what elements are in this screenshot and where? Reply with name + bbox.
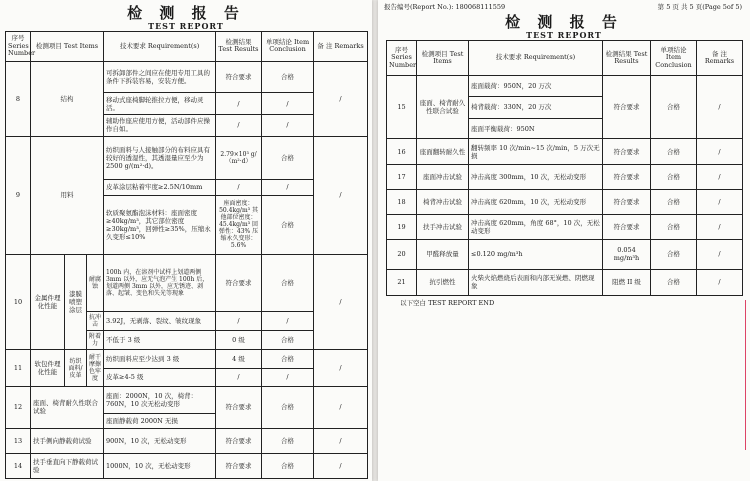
result: 符合要求: [216, 386, 262, 428]
conclusion: 合格: [262, 386, 314, 428]
conclusion: 合格: [262, 350, 314, 368]
requirement: 座面静载荷 2000N 无损: [104, 414, 216, 429]
requirement: 火柴火焰燃烧后表面和内部无炭燃、阴燃现象: [469, 269, 603, 295]
result: 4 级: [216, 350, 262, 368]
table-row: [6, 453, 368, 478]
header-conclusion: 单项结论 Item Conclusion: [651, 41, 697, 76]
item-name: 座面翻转耐久性: [417, 139, 469, 164]
conclusion: /: [262, 368, 314, 386]
requirement: 纺织面料与人接触部分的布料应具有较好的透湿性，其透湿量应至少为 2500 g/(m²·d)。: [104, 136, 216, 179]
result: 0 级: [216, 331, 262, 350]
item-name: 结构: [31, 61, 104, 136]
result: 座面密度：50.4kg/m³ 其他部位密度：45.4kg/m³ 回弹性：43% 压缩永久变形：5.6%: [216, 195, 262, 254]
table-row: [6, 386, 368, 413]
report-end-note: 以下空白 TEST REPORT END: [400, 299, 495, 307]
row-number: 12: [6, 386, 31, 428]
result: 符合要求: [216, 453, 262, 478]
conclusion: /: [262, 179, 314, 195]
header-remarks: 备 注 Remarks: [314, 32, 368, 62]
conclusion: 合格: [651, 214, 697, 239]
conclusion: 合格: [262, 136, 314, 179]
row-number: 8: [6, 61, 31, 136]
report-title: 检 测 报 告: [505, 13, 623, 31]
conclusion: 合格: [262, 428, 314, 453]
conclusion: 合格: [262, 254, 314, 311]
item-name: 抗引燃性: [417, 269, 469, 295]
remarks: /: [314, 61, 368, 136]
requirement: 软质聚氨酯泡沫材料：座面密度≥40kg/m³，其它部位密度≥30kg/m³，回弹性≥35%，压缩永久变形≤10%: [104, 195, 216, 254]
item-name: 座面、椅背耐久性联合试验: [31, 386, 104, 428]
requirement: 纺织面料应至少达到 3 级: [104, 350, 216, 368]
row-number: 14: [6, 453, 31, 478]
result: /: [216, 179, 262, 195]
header-seq: 序号 Series Number: [387, 41, 417, 76]
requirement: 冲击高度 620mm，角度 68°，10 次，无松动变形: [469, 214, 603, 239]
requirement: 900N，10 次，无松动变形: [104, 428, 216, 453]
conclusion: 合格: [262, 453, 314, 478]
table-row: [6, 350, 368, 368]
item-name: 座面冲击试验: [417, 164, 469, 189]
right-test-table: [386, 40, 743, 296]
result: 符合要求: [216, 61, 262, 93]
requirement: 冲击高度 620mm，10 次，无松动变形: [469, 189, 603, 214]
result: /: [216, 93, 262, 115]
header-req: 技术要求 Requirement(s): [469, 41, 603, 76]
result: 符合要求: [603, 164, 651, 189]
remarks: /: [697, 164, 743, 189]
result: /: [216, 115, 262, 137]
sub-item-label: 抗冲击: [87, 311, 104, 330]
sub-item-label: 耐腐蚀: [87, 254, 104, 311]
table-row: [6, 61, 368, 93]
requirement: 移动式座椅脚轮推拉方便，移动灵活。: [104, 93, 216, 115]
sub-item-label: 耐干摩擦色牢度: [87, 350, 104, 386]
result: 符合要求: [603, 189, 651, 214]
report-title: 检 测 报 告: [127, 4, 245, 22]
conclusion: 合格: [651, 240, 697, 270]
remarks: /: [697, 240, 743, 270]
result: 符合要求: [216, 428, 262, 453]
conclusion: 合格: [651, 164, 697, 189]
remarks: /: [314, 254, 368, 350]
requirement: 辅助作座应使用方便，活动部件应操作自如。: [104, 115, 216, 137]
requirement: 皮革涂层粘着牢度≥2.5N/10mm: [104, 179, 216, 195]
item-name: 金属件理化性能: [31, 254, 65, 350]
item-name: 扶手冲击试验: [417, 214, 469, 239]
report-subtitle: TEST REPORT: [148, 21, 224, 31]
requirement: 3.92J，无剥落、裂纹、皱纹现象: [104, 311, 216, 330]
remarks: /: [697, 269, 743, 295]
conclusion: /: [262, 115, 314, 137]
result: 符合要求: [603, 76, 651, 139]
item-name: 甲醛释放量: [417, 240, 469, 270]
conclusion: /: [262, 311, 314, 330]
requirement: 翻转频率 10 次/min~15 次/min，5 万次无损: [469, 139, 603, 164]
requirement: 冲击高度 300mm，10 次，无松动变形: [469, 164, 603, 189]
result: /: [216, 368, 262, 386]
row-number: 11: [6, 350, 31, 386]
conclusion: 合格: [651, 269, 697, 295]
report-page-left: [0, 0, 372, 481]
page-number: 第 5 页 共 5 页(Page 5of 5): [657, 3, 742, 11]
table-header-row: [387, 41, 743, 76]
header-conclusion: 单项结论 Item Conclusion: [262, 32, 314, 62]
row-number: 9: [6, 136, 31, 254]
requirement: ≤0.120 mg/m³h: [469, 240, 603, 270]
requirement: 可拆卸部件之间应在使用专用工具的条件下拆装容易，安装方便。: [104, 61, 216, 93]
remarks: /: [314, 386, 368, 428]
requirement: 不低于 3 级: [104, 331, 216, 350]
item-name: 扶手垂直向下静载荷试验: [31, 453, 104, 478]
table-row: [387, 139, 743, 164]
result: 阻燃 II 级: [603, 269, 651, 295]
remarks: /: [314, 350, 368, 386]
requirement: 座面平衡载荷：950N: [469, 118, 603, 139]
result: 符合要求: [603, 139, 651, 164]
remarks: /: [697, 139, 743, 164]
item-name: 扶手侧向静载荷试验: [31, 428, 104, 453]
item-name: 软包件理化性能: [31, 350, 65, 386]
remarks: /: [314, 428, 368, 453]
item-name: 座面、椅背耐久性联合试验: [417, 76, 469, 139]
requirement: 皮革≥4-5 级: [104, 368, 216, 386]
table-row: [387, 240, 743, 270]
header-item: 检测项目 Test Items: [31, 32, 104, 62]
header-item: 检测项目 Test Items: [417, 41, 469, 76]
row-number: 16: [387, 139, 417, 164]
header-result: 检测结果 Test Results: [216, 32, 262, 62]
result: 符合要求: [216, 254, 262, 311]
table-row: [387, 164, 743, 189]
row-number: 15: [387, 76, 417, 139]
conclusion: 合格: [651, 76, 697, 139]
sub-item-label: 附着力: [87, 331, 104, 350]
table-row: [387, 189, 743, 214]
requirement: 座面载荷：950N，20 万次: [469, 76, 603, 97]
binding-edge-mark: [745, 300, 746, 450]
conclusion: 合格: [262, 195, 314, 254]
result: 0.054 mg/m³h: [603, 240, 651, 270]
item-name: 椅背冲击试验: [417, 189, 469, 214]
remarks: /: [314, 453, 368, 478]
left-test-table: [5, 31, 368, 479]
remarks: /: [697, 76, 743, 139]
result: /: [216, 311, 262, 330]
remarks: /: [697, 189, 743, 214]
table-row: [6, 254, 368, 311]
remarks: /: [697, 214, 743, 239]
table-row: [387, 76, 743, 97]
table-row: [387, 214, 743, 239]
requirement: 座面：2000N，10 次，椅背：760N，10 次无松动变形: [104, 386, 216, 413]
remarks: /: [314, 136, 368, 254]
requirement: 1000N，10 次，无松动变形: [104, 453, 216, 478]
header-req: 技术要求 Requirement(s): [104, 32, 216, 62]
requirement: 100h 内，在溶剂中试样上划道两侧 3mm 以外，应无气泡产生 100h 后，划道两侧 3mm 以外，应无锈迹、剥落、起皱、变色和失光等现象: [104, 254, 216, 311]
table-row: [387, 269, 743, 295]
requirement: 椅背载荷：330N，20 万次: [469, 96, 603, 118]
report-subtitle: TEST REPORT: [526, 30, 602, 40]
result: 2.79×10³ g/（m²·d）: [216, 136, 262, 179]
item-name: 用料: [31, 136, 104, 254]
conclusion: 合格: [262, 331, 314, 350]
report-number: 报告编号(Report No.): 180068111559: [384, 3, 506, 11]
conclusion: /: [262, 93, 314, 115]
result: 符合要求: [603, 214, 651, 239]
header-remarks: 备 注 Remarks: [697, 41, 743, 76]
table-row: [6, 428, 368, 453]
header-result: 检测结果 Test Results: [603, 41, 651, 76]
conclusion: 合格: [651, 189, 697, 214]
table-header-row: [6, 32, 368, 62]
row-number: 10: [6, 254, 31, 350]
report-page-right: [378, 0, 750, 481]
row-number: 18: [387, 189, 417, 214]
item-sub: 纺织面料/皮革: [65, 350, 87, 386]
header-seq: 序号 Series Number: [6, 32, 31, 62]
row-number: 13: [6, 428, 31, 453]
row-number: 19: [387, 214, 417, 239]
row-number: 21: [387, 269, 417, 295]
table-row: [6, 136, 368, 179]
conclusion: 合格: [651, 139, 697, 164]
row-number: 20: [387, 240, 417, 270]
row-number: 17: [387, 164, 417, 189]
conclusion: 合格: [262, 61, 314, 93]
item-sub: 漆膜喷塑涂层: [65, 254, 87, 350]
